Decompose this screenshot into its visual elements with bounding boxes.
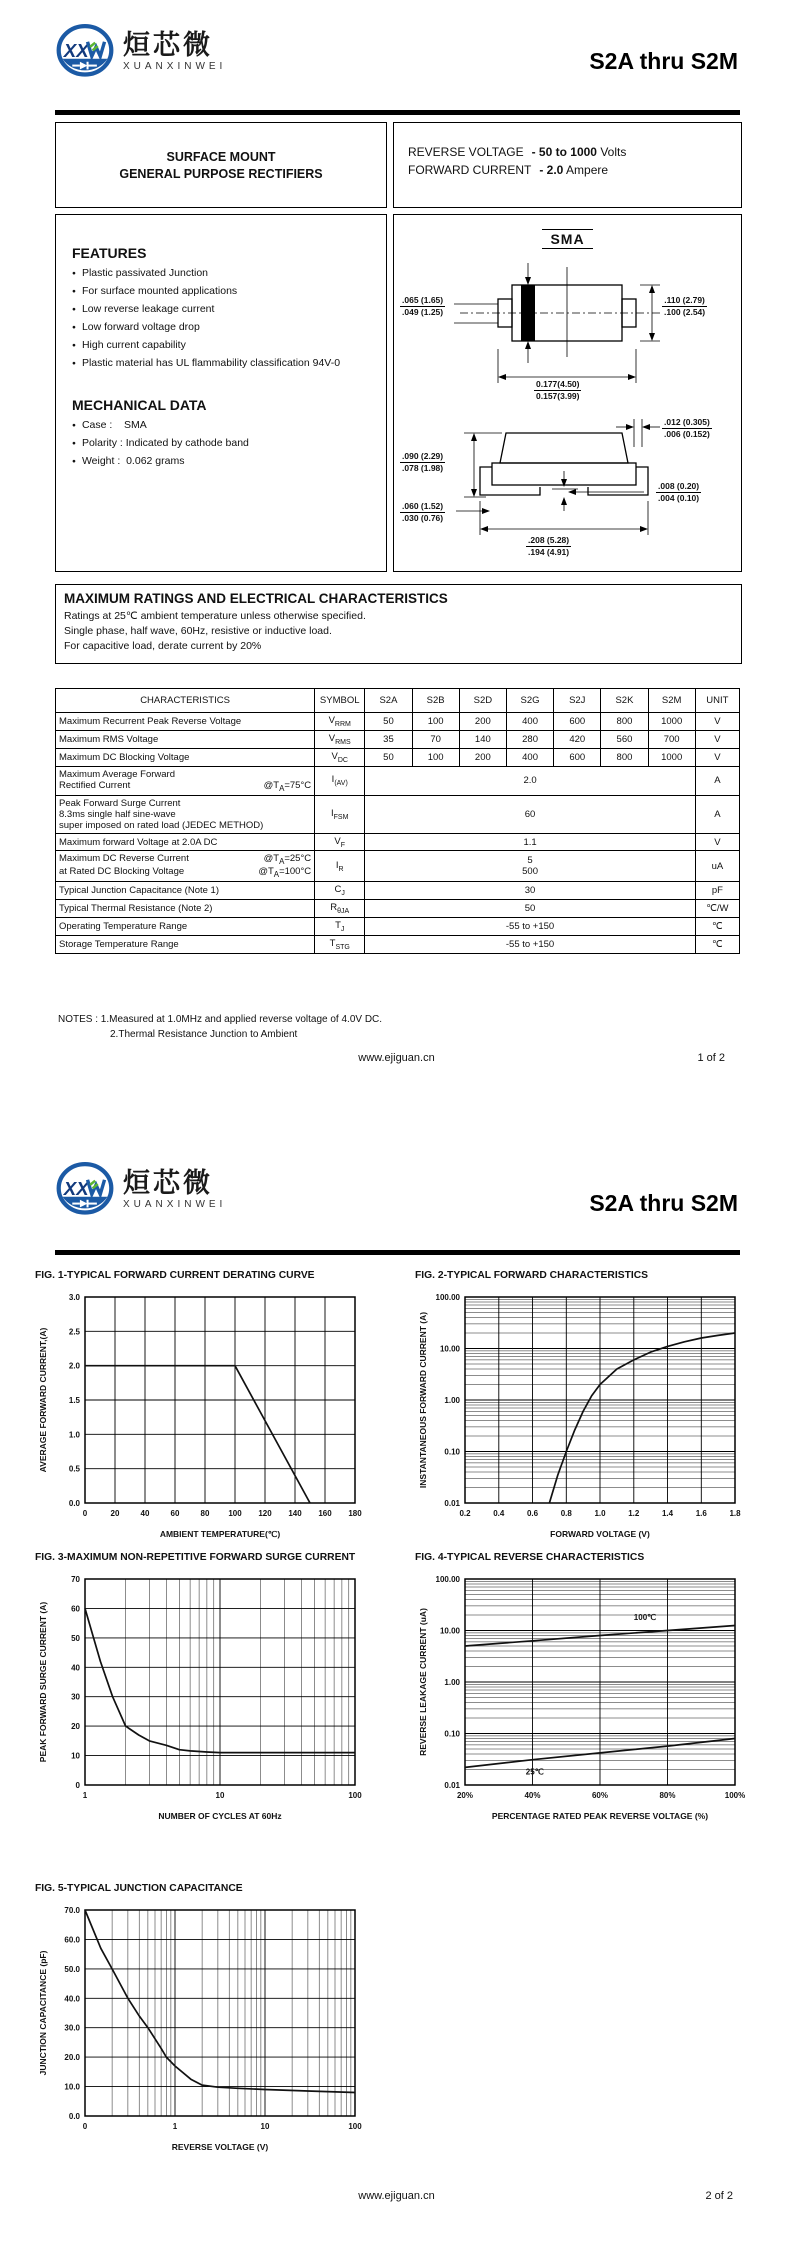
package-top-view [394,257,737,405]
mechanical-title: MECHANICAL DATA [72,397,207,413]
note-2: 2.Thermal Resistance Junction to Ambient [110,1029,298,1040]
table-value-cell: 560 [601,730,648,748]
table-value-cell: 800 [601,713,648,731]
symbol-cell: $R_{\theta JA}$ [315,900,365,918]
table-span-cell: -55 to +150 [365,918,695,936]
surface-mount-line1: SURFACE MOUNT [166,149,276,164]
svg-text:100%: 100% [724,1791,746,1800]
bullet-item: ● Low reverse leakage current [72,303,215,315]
svg-text:180: 180 [348,1509,362,1518]
header-rule-page2 [55,1250,740,1255]
surface-mount-box [55,122,387,208]
package-box [393,214,742,572]
brand-logo [55,24,226,80]
unit-cell: ℃ [695,918,739,936]
svg-text:1.00: 1.00 [444,1678,460,1687]
package-title: SMA [542,229,592,249]
table-value-cell: 420 [554,730,601,748]
svg-text:50.0: 50.0 [64,1964,80,1974]
svg-text:0.10: 0.10 [444,1729,460,1739]
unit-cell: ℃ [695,935,739,953]
brand-logo-icon-page2 [55,1162,115,1218]
svg-text:30: 30 [71,1692,80,1702]
bullet-icon: ● [72,270,76,277]
svg-text:10: 10 [260,2122,270,2131]
fig2-chart [415,1285,765,1548]
fig3-svg [35,1567,369,1825]
table-value-cell: 800 [601,748,648,766]
fig5-chart [35,1898,385,2161]
unit-cell: A [695,795,739,833]
svg-text:60.0: 60.0 [64,1935,80,1945]
fig3 [35,1552,385,1830]
fig3-title: FIG. 3-MAXIMUM NON-REPETITIVE FORWARD SURGE CURRENT [35,1552,356,1563]
characteristic-cell: Typical Junction Capacitance (Note 1) [56,882,315,900]
brand-logo-icon [55,24,115,80]
table-span-cell: -55 to +150 [365,935,695,953]
dim-top-bottom: 0.177(4.50) 0.157(3.99) [536,379,580,402]
svg-text:PERCENTAGE RATED PEAK REVERSE: PERCENTAGE RATED PEAK REVERSE VOLTAGE (%) [491,1811,709,1821]
unit-cell: pF [695,882,739,900]
brand-name-cn: 烜芯微 [123,30,213,60]
fig3-chart [35,1567,385,1830]
fig1-svg [35,1285,369,1543]
characteristic-cell: Maximum forward Voltage at 2.0A DC [56,833,315,851]
table-span-cell: 2.0 [365,766,695,795]
svg-text:INSTANTANEOUS FORWARD CURRENT: INSTANTANEOUS FORWARD CURRENT (A) [418,1311,428,1489]
ratings-line-1: Ratings at 25℃ ambient temperature unless otherwise specified. [64,610,366,622]
svg-text:70.0: 70.0 [64,1906,80,1915]
svg-text:10.0: 10.0 [64,2082,80,2092]
svg-text:PEAK FORWARD SURGE CURRENT (A): PEAK FORWARD SURGE CURRENT (A) [38,1601,48,1763]
ratings-line-2: Single phase, half wave, 60Hz, resistive or inductive load. [64,625,332,637]
fig2-svg [415,1285,749,1543]
unit-cell: uA [695,851,739,882]
svg-text:1: 1 [172,2122,178,2131]
characteristic-cell: Peak Forward Surge Current 8.3ms single half sine-wave super imposed on rated load (JEDEC METHOD) [56,795,315,833]
fig4-chart [415,1567,765,1830]
svg-text:100: 100 [348,1791,362,1800]
characteristic-cell: Typical Thermal Resistance (Note 2) [56,900,315,918]
svg-text:20.0: 20.0 [64,2053,80,2063]
svg-text:140: 140 [288,1509,302,1518]
bullet-icon: ● [72,360,76,367]
table-row [56,935,740,953]
table-span-cell: 60 [365,795,695,833]
table-value-cell: 70 [412,730,459,748]
svg-text:1: 1 [82,1791,88,1800]
svg-text:REVERSE LEAKAGE CURRENT (uA): REVERSE LEAKAGE CURRENT (uA) [418,1608,428,1756]
svg-text:0: 0 [75,1781,80,1790]
table-row [56,851,740,882]
bullet-item: ● Case : SMA [72,419,147,431]
svg-text:160: 160 [318,1509,332,1518]
svg-text:1.2: 1.2 [628,1509,640,1518]
spec-lines [394,123,741,177]
dim-side-left: .090 (2.29) .078 (1.98) [402,451,444,474]
table-value-cell: 1000 [648,713,695,731]
dim-top-right: .110 (2.79) .100 (2.54) [664,295,706,318]
svg-text:XX: XX [63,1178,89,1200]
dim-side-bottom: .208 (5.28) .194 (4.91) [528,535,570,558]
table-value-cell: 1000 [648,748,695,766]
header-rule [55,110,740,115]
fig5-title: FIG. 5-TYPICAL JUNCTION CAPACITANCE [35,1883,243,1894]
table-header-row [56,689,740,713]
table-row [56,833,740,851]
svg-text:0.10: 0.10 [444,1447,460,1457]
table-notes [58,1012,382,1042]
svg-text:0.2: 0.2 [459,1509,471,1518]
table-row [56,748,740,766]
spec-line: REVERSE VOLTAGE - 50 to 1000 Volts [408,145,627,159]
symbol-cell: $V_{DC}$ [315,748,365,766]
symbol-cell: $V_{RRM}$ [315,713,365,731]
fig1-chart [35,1285,385,1548]
svg-text:80%: 80% [659,1791,676,1800]
bullet-icon: ● [72,458,76,465]
fig5 [35,1883,385,2161]
brand-name-cn-page2: 烜芯微 [123,1168,213,1198]
unit-cell: ℃/W [695,900,739,918]
svg-text:50: 50 [71,1633,80,1643]
svg-text:0.01: 0.01 [444,1781,460,1790]
table-span-cell: 1.1 [365,833,695,851]
svg-text:0.0: 0.0 [68,1499,80,1508]
svg-text:XX: XX [63,40,89,62]
page1-footer-site: www.ejiguan.cn [358,1052,435,1064]
characteristic-cell: Maximum DC Reverse Current $@T_A=25^\circ C$ at Rated DC Blocking Voltage $@T_A=100^\circ C$ [56,851,315,882]
svg-text:1.6: 1.6 [695,1509,707,1518]
unit-cell: V [695,730,739,748]
bullet-item: ● Plastic material has UL flammability classification 94V-0 [72,357,341,369]
page1-footer-page: 1 of 2 [697,1052,725,1064]
svg-text:1.00: 1.00 [444,1396,460,1405]
characteristic-cell: Maximum Average Forward Rectified Current $@T_A=75^\circ C$ [56,766,315,795]
symbol-cell: $T_{STG}$ [315,935,365,953]
bullet-item: ● Low forward voltage drop [72,321,200,333]
table-value-cell: 35 [365,730,412,748]
svg-text:NUMBER OF CYCLES AT 60Hz: NUMBER OF CYCLES AT 60Hz [158,1811,282,1821]
svg-text:60: 60 [71,1604,80,1614]
svg-text:0.0: 0.0 [68,2112,80,2121]
svg-text:100: 100 [348,2122,362,2131]
fig2-title: FIG. 2-TYPICAL FORWARD CHARACTERISTICS [415,1270,649,1281]
table-header-cell: S2A [365,689,412,713]
table-value-cell: 400 [506,748,553,766]
symbol-cell: $V_F$ [315,833,365,851]
bullet-item: ● Weight : 0.062 grams [72,455,185,467]
svg-text:JUNCTION CAPACITANCE (pF): JUNCTION CAPACITANCE (pF) [38,1950,48,2076]
svg-text:AVERAGE FORWARD CURRENT,(A): AVERAGE FORWARD CURRENT,(A) [38,1327,48,1473]
table-value-cell: 100 [412,713,459,731]
svg-text:100.00: 100.00 [435,1293,460,1302]
table-value-cell: 600 [554,713,601,731]
svg-text:100: 100 [228,1509,242,1518]
symbol-cell: $T_J$ [315,918,365,936]
package-side-view [394,411,737,566]
table-row [56,795,740,833]
fig4-svg [415,1567,749,1825]
page2-footer-page: 2 of 2 [705,2190,733,2202]
table-row [56,713,740,731]
unit-cell: A [695,766,739,795]
max-ratings-heading: MAXIMUM RATINGS AND ELECTRICAL CHARACTERISTICS [64,591,448,606]
dim-side-standoff: .008 (0.20) .004 (0.10) [658,481,700,504]
dim-side-top-right: .012 (0.305) .006 (0.152) [664,417,710,440]
table-row [56,766,740,795]
svg-text:60%: 60% [591,1791,609,1800]
brand-logo-page2 [55,1162,226,1218]
bullet-icon: ● [72,422,76,429]
bullet-icon: ● [72,288,76,295]
characteristic-cell: Maximum DC Blocking Voltage [56,748,315,766]
table-value-cell: 50 [365,748,412,766]
table-header-cell: UNIT [695,689,739,713]
characteristic-cell: Storage Temperature Range [56,935,315,953]
page2-part-title: S2A thru S2M [589,1190,738,1216]
svg-text:0.6: 0.6 [526,1509,539,1518]
svg-text:0.5: 0.5 [68,1464,80,1474]
svg-text:REVERSE VOLTAGE (V): REVERSE VOLTAGE (V) [171,2142,269,2152]
table-header-cell: S2M [648,689,695,713]
fig4-title: FIG. 4-TYPICAL REVERSE CHARACTERISTICS [415,1552,645,1563]
characteristic-cell: Maximum Recurrent Peak Reverse Voltage [56,713,315,731]
unit-cell: V [695,748,739,766]
symbol-cell: $V_{RMS}$ [315,730,365,748]
table-row [56,730,740,748]
table-header-cell: S2G [506,689,553,713]
symbol-cell: $I_{(AV)}$ [315,766,365,795]
svg-text:3.0: 3.0 [68,1293,80,1302]
svg-text:100.00: 100.00 [435,1575,460,1584]
svg-text:1.0: 1.0 [68,1430,80,1440]
mechanical-list [72,419,376,467]
table-row [56,900,740,918]
unit-cell: V [695,833,739,851]
svg-text:10.00: 10.00 [439,1626,460,1636]
max-ratings-box [55,584,742,664]
svg-text:25℃: 25℃ [525,1767,544,1777]
table-span-cell: 50 [365,900,695,918]
table-value-cell: 280 [506,730,553,748]
brand-name-en: XUANXINWEI [123,61,227,72]
svg-text:10: 10 [215,1791,225,1800]
symbol-cell: $I_{FSM}$ [315,795,365,833]
svg-text:AMBIENT TEMPERATURE(℃): AMBIENT TEMPERATURE(℃) [159,1529,281,1539]
table-header-cell: S2K [601,689,648,713]
bullet-icon: ● [72,342,76,349]
table-value-cell: 600 [554,748,601,766]
table-header-cell: S2B [412,689,459,713]
dim-top-left: .065 (1.65) .049 (1.25) [402,295,444,318]
fig5-svg [35,1898,369,2156]
table-header-cell: S2J [554,689,601,713]
table-value-cell: 100 [412,748,459,766]
characteristics-table [55,688,740,954]
table-value-cell: 700 [648,730,695,748]
table-header-cell: S2D [459,689,506,713]
svg-text:20: 20 [110,1509,120,1518]
svg-text:20%: 20% [456,1791,474,1800]
page2-footer-site: www.ejiguan.cn [358,2190,435,2202]
table-value-cell: 140 [459,730,506,748]
svg-text:120: 120 [258,1509,272,1518]
bullet-icon: ● [72,440,76,447]
table-value-cell: 400 [506,713,553,731]
svg-text:1.4: 1.4 [661,1509,674,1518]
bullet-icon: ● [72,306,76,313]
svg-text:40: 40 [140,1509,150,1518]
unit-cell: V [695,713,739,731]
fig1-title: FIG. 1-TYPICAL FORWARD CURRENT DERATING CURVE [35,1270,315,1281]
table-value-cell: 200 [459,748,506,766]
table-value-cell: 200 [459,713,506,731]
svg-text:0.01: 0.01 [444,1499,460,1508]
svg-text:10.00: 10.00 [439,1344,460,1354]
fig2 [415,1270,765,1548]
svg-text:80: 80 [200,1509,210,1518]
svg-text:30.0: 30.0 [64,2023,80,2033]
table-span-cell: 5 500 [365,851,695,882]
svg-text:0: 0 [82,2122,88,2131]
table-span-cell: 30 [365,882,695,900]
surface-mount-line2: GENERAL PURPOSE RECTIFIERS [119,166,323,181]
fig1 [35,1270,385,1548]
svg-text:1.8: 1.8 [729,1509,741,1518]
svg-text:60: 60 [170,1509,180,1518]
svg-text:2.5: 2.5 [68,1327,80,1337]
features-box [55,214,387,572]
bullet-item: ● Polarity : Indicated by cathode band [72,437,249,449]
note-1: NOTES : 1.Measured at 1.0MHz and applied reverse voltage of 4.0V DC. [58,1014,383,1025]
svg-text:2.0: 2.0 [68,1361,80,1371]
svg-text:0.4: 0.4 [493,1509,505,1518]
characteristic-cell: Maximum RMS Voltage [56,730,315,748]
dim-side-lower-left: .060 (1.52) .030 (0.76) [402,501,444,524]
svg-text:40.0: 40.0 [64,1994,80,2004]
bullet-item: ● High current capability [72,339,186,351]
table-header-cell: CHARACTERISTICS [56,689,315,713]
bullet-item: ● Plastic passivated Junction [72,267,209,279]
characteristic-cell: Operating Temperature Range [56,918,315,936]
bullet-item: ● For surface mounted applications [72,285,238,297]
features-title: FEATURES [72,245,147,261]
svg-text:70: 70 [71,1575,80,1584]
brand-name-en-page2: XUANXINWEI [123,1199,227,1210]
svg-text:0.8: 0.8 [560,1509,572,1518]
svg-text:FORWARD VOLTAGE (V): FORWARD VOLTAGE (V) [550,1529,650,1539]
ratings-line-3: For capacitive load, derate current by 20% [64,640,262,652]
bullet-icon: ● [72,324,76,331]
table-row [56,918,740,936]
svg-text:20: 20 [71,1722,80,1732]
svg-text:10: 10 [71,1751,80,1761]
svg-text:40: 40 [71,1663,80,1673]
svg-text:100℃: 100℃ [633,1613,657,1622]
fig4 [415,1552,765,1830]
page1-part-title: S2A thru S2M [589,48,738,74]
symbol-cell: $I_R$ [315,851,365,882]
svg-text:0: 0 [82,1509,88,1518]
table-header-cell: SYMBOL [315,689,365,713]
features-list [72,267,376,369]
svg-text:1.0: 1.0 [594,1509,606,1518]
svg-text:1.5: 1.5 [68,1396,80,1405]
ratings-summary-box [393,122,742,208]
table-value-cell: 50 [365,713,412,731]
svg-text:40%: 40% [524,1791,541,1800]
spec-line: FORWARD CURRENT - 2.0 Ampere [408,163,609,177]
table-row [56,882,740,900]
symbol-cell: $C_J$ [315,882,365,900]
